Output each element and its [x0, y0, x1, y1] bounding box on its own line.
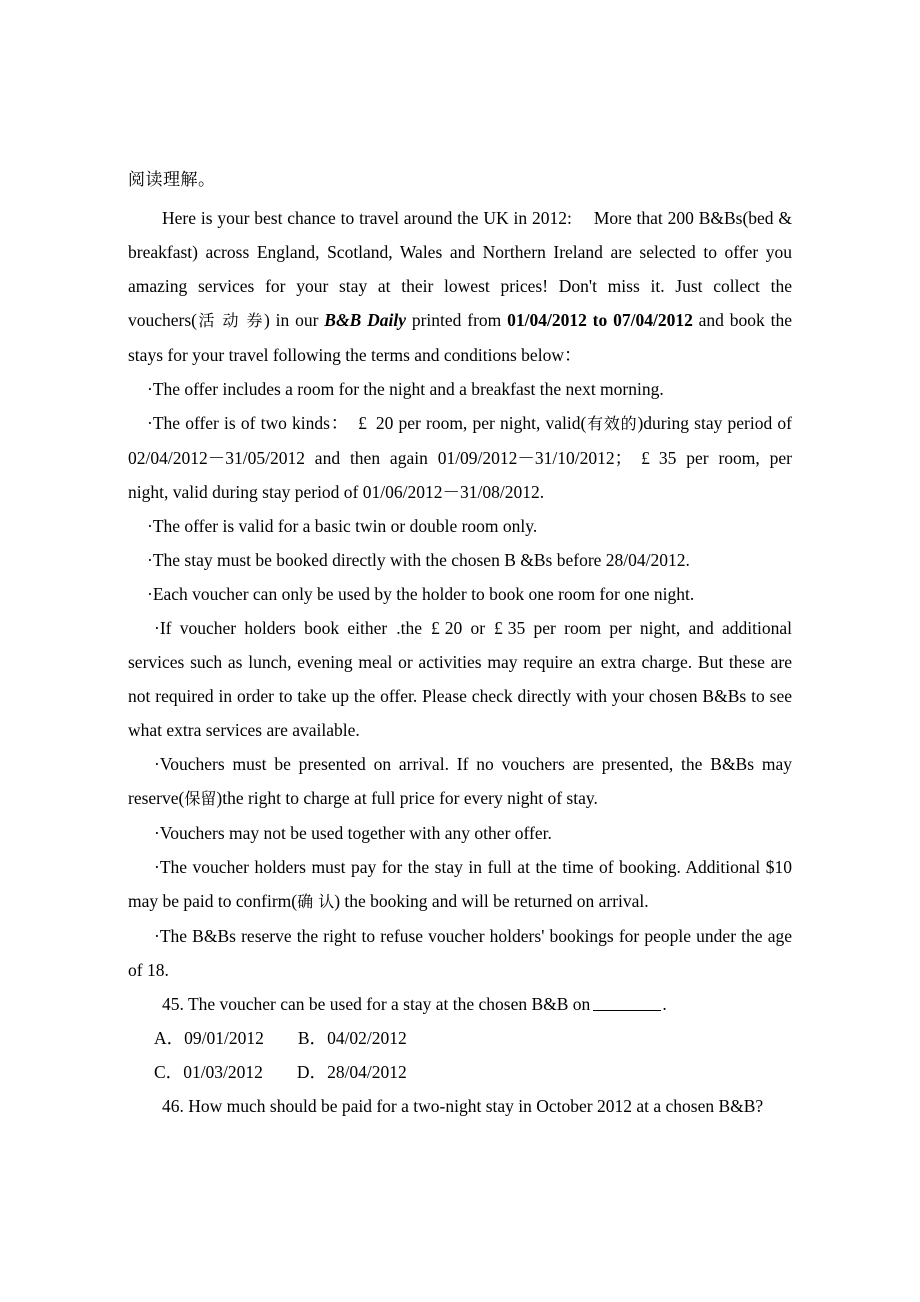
bullet-marker-icon: · — [154, 926, 160, 946]
intro-line-b: More that 200 B&Bs(bed & breakfast) across England, Scotland, Wales and Northern Ireland are selected to offer you amazing services for your stay at their lowest prices! Don't miss it. Just collect the vouchers( — [128, 208, 793, 330]
bullet-marker-icon: · — [154, 823, 160, 843]
intro-line-c: ) in our — [264, 310, 325, 330]
question-stem: The voucher can be used for a stay at the chosen B&B on — [187, 994, 591, 1014]
term-text-part4: 35 per room, per night, valid during stay period of 01/06/2012－31/08/2012. — [128, 448, 792, 502]
term-text-part2: 20 per room, per night, valid( — [375, 413, 587, 433]
term-text-part3: )during stay period of 02/04/2012－31/05/2012 and then again 01/09/2012－31/10/2012； — [128, 413, 792, 468]
option-a-value[interactable]: 09/01/2012 — [184, 1028, 264, 1048]
term-text: The offer is valid for a basic twin or double room only. — [152, 516, 538, 536]
option-c-label: C． — [154, 1062, 184, 1082]
term-item-1 — [128, 372, 792, 406]
term-item-4 — [128, 543, 792, 577]
term-text-part4: 35 per room per night, and additional services such as lunch, evening meal or activities may require an extra charge. But these are not required in order to take up the offer. Please check directly with your chosen B&Bs to see what extra services are available. — [128, 618, 793, 740]
term-item-10 — [128, 919, 792, 987]
option-c-value[interactable]: 01/03/2012 — [183, 1062, 263, 1082]
term-item-3 — [128, 509, 792, 543]
term-text: The offer includes a room for the night and a breakfast the next morning. — [152, 379, 664, 399]
bullet-marker-icon: · — [154, 754, 160, 774]
option-a-label: A． — [154, 1028, 185, 1048]
section-heading: 阅读理解。 — [128, 170, 216, 190]
question-stem: How much should be paid for a two-night stay in October 2012 at a chosen B&B? — [188, 1096, 764, 1116]
term-text-part1: The voucher holders must pay for the stay in full at the time of booking. Additional $10 may be paid to confirm( — [128, 857, 792, 911]
term-item-5 — [128, 577, 792, 611]
intro-line-e: and book the stays for your travel following the terms and conditions below： — [128, 310, 792, 365]
term-item-8 — [128, 816, 792, 850]
term-text: Vouchers may not be used together with any other offer. — [159, 823, 552, 843]
question-number: 46. — [162, 1096, 184, 1116]
vouchers-gloss: 活 动 券 — [197, 311, 264, 330]
valid-gloss: 有效的 — [586, 414, 638, 433]
bullet-marker-icon: · — [147, 584, 153, 604]
term-item-2 — [128, 406, 792, 509]
intro-line-d: printed from — [405, 310, 508, 330]
intro-line-a: Here is your best chance to travel around the UK in 2012: — [162, 208, 572, 228]
publication-title: B&B Daily — [324, 310, 406, 330]
question-46 — [128, 1089, 792, 1123]
question-stem-end: . — [662, 994, 667, 1014]
term-text: Each voucher can only be used by the holder to book one room for one night. — [152, 584, 695, 604]
term-text-part1: The offer is of two kinds： — [152, 413, 350, 433]
answer-blank[interactable] — [593, 995, 661, 1011]
pound-symbol-icon: £ — [494, 618, 503, 638]
confirm-gloss: 确 认 — [297, 892, 335, 911]
option-b-label: B． — [297, 1028, 328, 1048]
bullet-marker-icon: · — [147, 516, 153, 536]
term-text-part2: ) the booking and will be returned on arrival. — [334, 891, 649, 911]
term-text-part3: 20 or — [444, 618, 486, 638]
bullet-marker-icon: · — [154, 857, 160, 877]
document-body — [128, 163, 792, 1123]
term-item-6 — [128, 611, 792, 747]
bullet-marker-icon: · — [147, 413, 153, 433]
term-item-9 — [128, 850, 792, 919]
pound-symbol-icon: £ — [641, 448, 650, 468]
option-b-value[interactable]: 04/02/2012 — [327, 1028, 407, 1048]
term-text: The stay must be booked directly with the chosen B &Bs before 28/04/2012. — [152, 550, 690, 570]
term-text-part2: )the right to charge at full price for every night of stay. — [216, 788, 598, 808]
question-number: 45. — [162, 994, 184, 1014]
bullet-marker-icon: · — [154, 618, 160, 638]
term-item-7 — [128, 747, 792, 816]
option-row-ab — [128, 1021, 792, 1055]
bullet-marker-icon: · — [147, 379, 153, 399]
print-date-range: 01/04/2012 to 07/04/2012 — [507, 310, 693, 330]
term-text: The B&Bs reserve the right to refuse voucher holders' bookings for people under the age of 18. — [128, 926, 792, 980]
pound-symbol-icon: £ — [358, 413, 367, 433]
option-d-label: D． — [296, 1062, 328, 1082]
reserve-gloss: 保留 — [184, 789, 217, 808]
term-text-part1: If voucher holders book either — [159, 618, 388, 638]
term-text-part2: .the — [396, 618, 422, 638]
question-45 — [128, 987, 792, 1021]
term-text-part1: Vouchers must be presented on arrival. If no vouchers are presented, the B&Bs may reserve( — [128, 754, 792, 808]
pound-symbol-icon: £ — [430, 618, 440, 638]
bullet-marker-icon: · — [147, 550, 153, 570]
option-row-cd — [128, 1055, 792, 1089]
intro-paragraph — [128, 201, 792, 372]
option-d-value[interactable]: 28/04/2012 — [327, 1062, 407, 1082]
